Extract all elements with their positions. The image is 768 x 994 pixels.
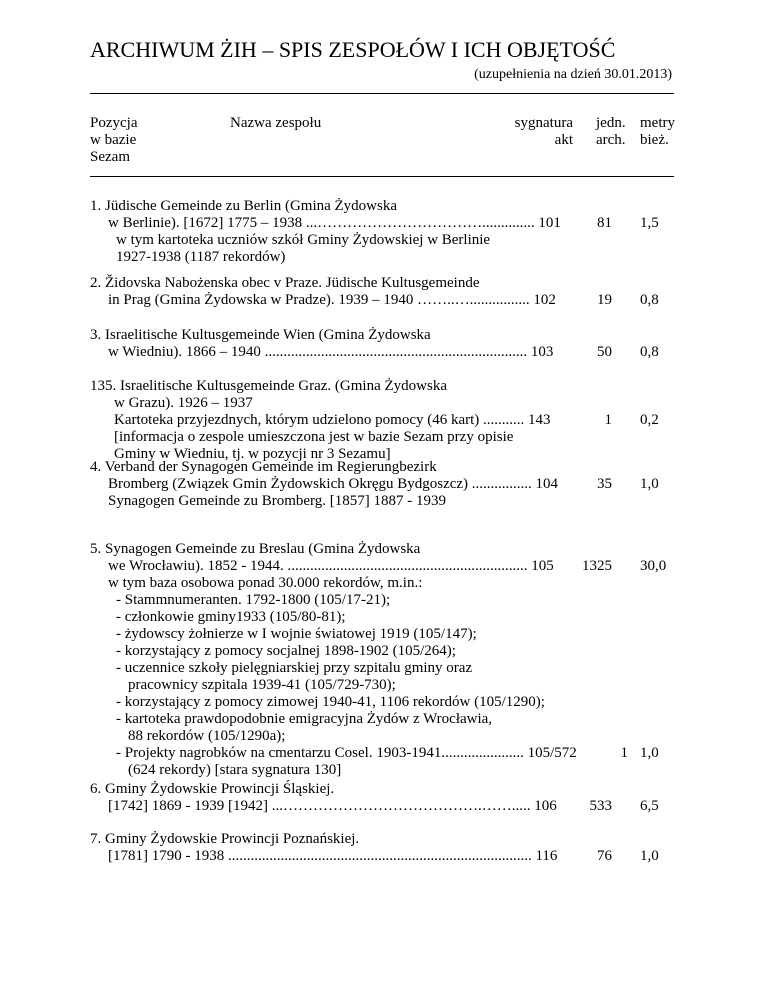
metry-value: 1,0 <box>640 476 659 492</box>
header-pozycja: Pozycja w bazie Sezam <box>90 115 138 165</box>
entry-line: 2. Židovska Nabożenska obec v Praze. Jüdische Kultusgemeinde <box>90 275 480 291</box>
entry-line: - korzystający z pomocy socjalnej 1898-1902 (105/264); <box>116 643 456 659</box>
entry-line: - żydowscy żołnierze w I wojnie światowej 1919 (105/147); <box>116 626 477 642</box>
jedn-value: 50 <box>597 344 612 360</box>
metry-value: 30,0 <box>640 558 667 574</box>
jedn-value: 19 <box>597 292 612 308</box>
entry-line: w tym kartoteka uczniów szkół Gminy Żydowskiej w Berlinie <box>116 232 491 248</box>
jedn-value: 533 <box>589 798 612 814</box>
top-rule <box>90 93 674 94</box>
entry-line: w Grazu). 1926 – 1937 <box>114 395 253 411</box>
header-rule <box>90 176 674 177</box>
entry-line: - kartoteka prawdopodobnie emigracyjna Żydów z Wrocławia, <box>116 711 493 727</box>
page-title: ARCHIWUM ŻIH – SPIS ZESPOŁÓW I ICH OBJĘTOŚĆ <box>90 37 616 62</box>
entry-line: in Prag (Gmina Żydowska w Pradze). 1939 – 1940 ……..…................ 102 <box>108 292 556 308</box>
metry-value: 0,2 <box>640 412 659 428</box>
header-sygnatura: sygnatura akt <box>514 115 573 148</box>
jedn-value: 35 <box>597 476 612 492</box>
metry-value: 1,0 <box>640 848 659 864</box>
page-subtitle: (uzupełnienia na dzień 30.01.2013) <box>474 67 672 82</box>
entry-line: w tym baza osobowa ponad 30.000 rekordów, m.in.: <box>108 575 423 591</box>
entry-line: [1781] 1790 - 1938 ................................................................................. 116 <box>108 848 558 864</box>
entry-line: 3. Israelitische Kultusgemeinde Wien (Gmina Żydowska <box>90 327 431 343</box>
metry-value: 6,5 <box>640 798 659 814</box>
jedn-value: 1 <box>604 412 612 428</box>
entry-line: Gminy w Wiedniu, tj. w pozycji nr 3 Sezamu] <box>114 446 391 462</box>
entry-line: 4. Verband der Synagogen Gemeinde im Regierungbezirk <box>90 459 437 475</box>
entry-line: w Berlinie). [1672] 1775 – 1938 ...…………………………….............. 101 <box>108 215 561 231</box>
metry-value: 0,8 <box>640 292 659 308</box>
entry-line: w Wiedniu). 1866 – 1940 ...................................................................... 103 <box>108 344 554 360</box>
entry-line: - członkowie gminy1933 (105/80-81); <box>116 609 346 625</box>
metry-value: 0,8 <box>640 344 659 360</box>
entry-line: Kartoteka przyjezdnych, którym udzielono pomocy (46 kart) ........... 143 <box>114 412 551 428</box>
jedn-value: 76 <box>597 848 612 864</box>
entry-line: pracownicy szpitala 1939-41 (105/729-730); <box>128 677 396 693</box>
entry-line: - uczennice szkoły pielęgniarskiej przy szpitalu gminy oraz <box>116 660 473 676</box>
entry-line: 88 rekordów (105/1290a); <box>128 728 286 744</box>
header-jedn: jedn. arch. <box>596 115 626 148</box>
sub-metry-value: 1,0 <box>640 745 659 761</box>
entry-line: Synagogen Gemeinde zu Bromberg. [1857] 1887 - 1939 <box>108 493 446 509</box>
jedn-value: 81 <box>597 215 612 231</box>
jedn-value: 1325 <box>582 558 612 574</box>
entry-line: 7. Gminy Żydowskie Prowincji Poznańskiej. <box>90 831 360 847</box>
entry-line: (624 rekordy) [stara sygnatura 130] <box>128 762 342 778</box>
entry-line: Bromberg (Związek Gmin Żydowskich Okręgu Bydgoszcz) ................ 104 <box>108 476 559 492</box>
entry-line: 1927-1938 (1187 rekordów) <box>116 249 286 265</box>
sub-jedn-value: 1 <box>620 745 628 761</box>
entry-line: [1742] 1869 - 1939 [1942] ...………………………………….……..... 106 <box>108 798 557 814</box>
entry-line: 1. Jüdische Gemeinde zu Berlin (Gmina Żydowska <box>90 198 398 214</box>
header-metry: metry bież. <box>640 115 675 148</box>
entry-line: - Projekty nagrobków na cmentarzu Cosel. 1903-1941...................... 105/572 <box>116 745 577 761</box>
entry-line: 5. Synagogen Gemeinde zu Breslau (Gmina Żydowska <box>90 541 421 557</box>
entry-line: - Stammnumeranten. 1792-1800 (105/17-21); <box>116 592 391 608</box>
entry-line: - korzystający z pomocy zimowej 1940-41, 1106 rekordów (105/1290); <box>116 694 545 710</box>
entry-line: we Wrocławiu). 1852 - 1944. ................................................................ 105 <box>108 558 554 574</box>
entry-line: 135. Israelitische Kultusgemeinde Graz. (Gmina Żydowska <box>90 378 447 394</box>
metry-value: 1,5 <box>640 215 659 231</box>
header-nazwa: Nazwa zespołu <box>230 115 322 131</box>
entry-line: 6. Gminy Żydowskie Prowincji Śląskiej. <box>90 781 335 797</box>
entry-line: [informacja o zespole umieszczona jest w bazie Sezam przy opisie <box>114 429 514 445</box>
